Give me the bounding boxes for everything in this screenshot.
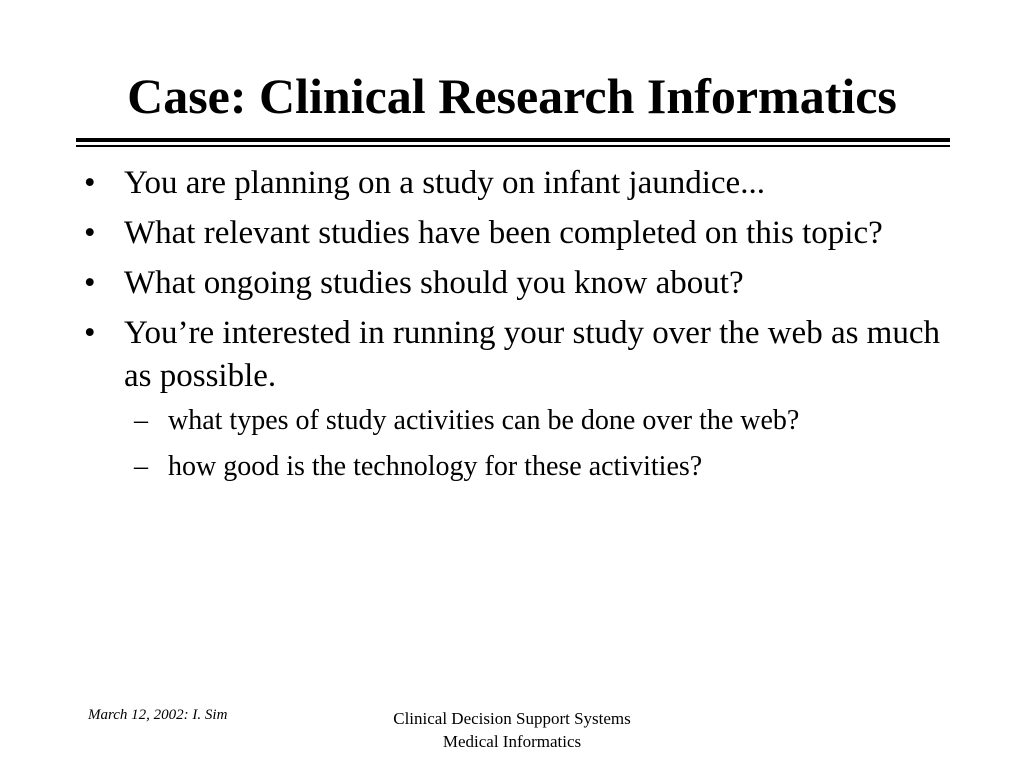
bullet-text: You are planning on a study on infant jaundice...	[124, 165, 765, 201]
bullet-text: You’re interested in running your study over the web as much as possible.	[124, 315, 940, 394]
bullet-text: What ongoing studies should you know about?	[124, 265, 744, 301]
footer-course-line2: Medical Informatics	[442, 732, 582, 751]
subbullet-group	[84, 403, 954, 485]
bullet-text: What relevant studies have been completed on this topic?	[124, 215, 883, 251]
slide-title: Case: Clinical Research Informatics	[127, 68, 897, 124]
bullet-symbol: •	[84, 265, 96, 301]
subbullet-symbol: –	[134, 451, 148, 482]
subbullet-list	[134, 403, 954, 485]
title-rule-thick	[76, 138, 950, 142]
bullet-item	[84, 262, 954, 305]
bullet-symbol: •	[84, 215, 96, 251]
title-rule-thin	[76, 145, 950, 147]
subbullet-text: what types of study activities can be done over the web?	[168, 405, 800, 436]
bullet-symbol: •	[84, 165, 96, 201]
footer-course-line1: Clinical Decision Support Systems	[393, 709, 631, 728]
footer-date-author: March 12, 2002: I. Sim	[88, 707, 228, 723]
subbullet-text: how good is the technology for these activities?	[168, 451, 703, 482]
bullet-item	[84, 212, 954, 255]
bullet-symbol: •	[84, 315, 96, 351]
subbullet-item	[134, 403, 954, 439]
bullet-item	[84, 312, 954, 398]
footer-course	[362, 707, 662, 753]
bullet-list	[84, 162, 954, 495]
subbullet-symbol: –	[134, 405, 148, 436]
subbullet-item	[134, 449, 954, 485]
bullet-item	[84, 162, 954, 205]
